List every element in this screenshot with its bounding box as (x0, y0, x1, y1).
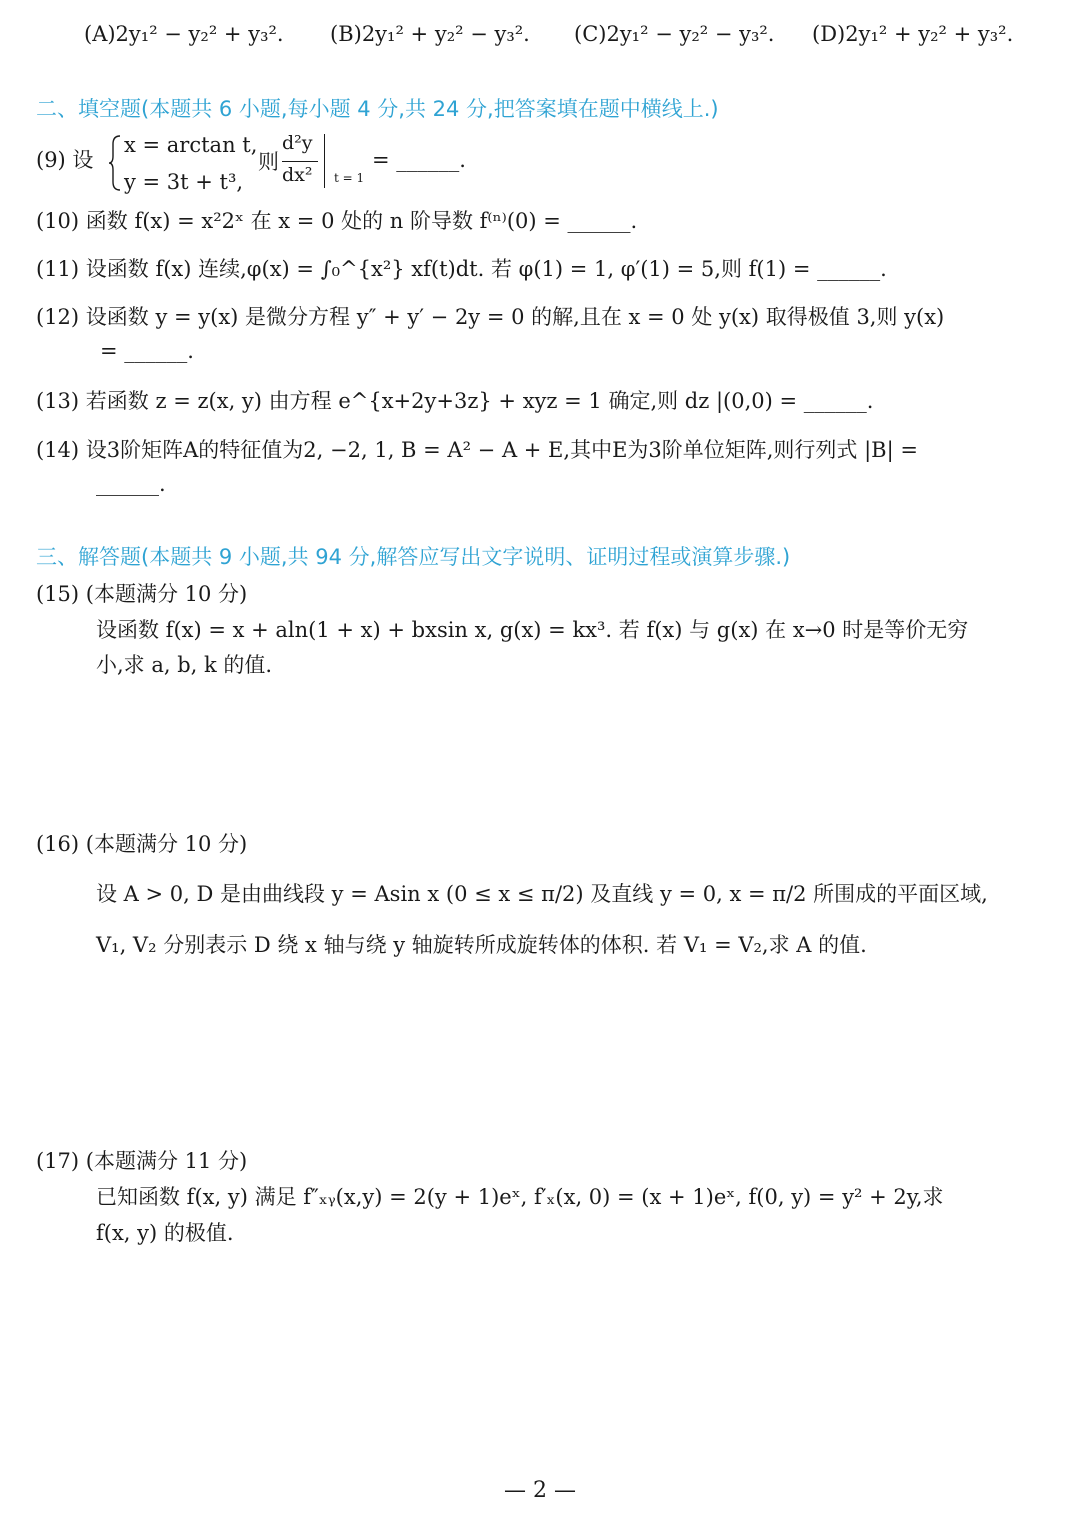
section-2-heading: 二、填空题(本题共 6 小题,每小题 4 分,共 24 分,把答案填在题中横线上.) (36, 97, 719, 121)
section-3-heading: 三、解答题(本题共 9 小题,共 94 分,解答应写出文字说明、证明过程或演算步骤.) (36, 545, 791, 569)
q16-line1: 设 A > 0, D 是由曲线段 y = Asin x (0 ≤ x ≤ π/2) 及直线 y = 0, x = π/2 所围成的平面区域, (96, 882, 988, 906)
q9-answer-blank: = ______. (372, 148, 466, 172)
q9-system-line2: y = 3t + t³, (124, 170, 244, 194)
option-c: (C)2y₁² − y₂² − y₃². (574, 22, 775, 46)
q9-then: 则 (258, 150, 279, 174)
q12-line1: (12) 设函数 y = y(x) 是微分方程 y″ + y′ − 2y = 0 的解,且在 x = 0 处 y(x) 取得极值 3,则 y(x) (36, 305, 945, 329)
q17-title: (17) (本题满分 11 分) (36, 1149, 248, 1173)
q15-line2: 小,求 a, b, k 的值. (96, 653, 273, 677)
q14-line2: ______. (96, 472, 166, 496)
q15-title: (15) (本题满分 10 分) (36, 582, 248, 606)
q9-eval-bar (324, 134, 325, 188)
page-number: — 2 — (504, 1478, 576, 1503)
q9-eval-at: t = 1 (334, 171, 365, 185)
q16-title: (16) (本题满分 10 分) (36, 832, 248, 856)
q11: (11) 设函数 f(x) 连续,φ(x) = ∫₀^{x²} xf(t)dt. 若 φ(1) = 1, φ′(1) = 5,则 f(1) = ______. (36, 257, 887, 281)
q12-line2: = ______. (100, 339, 194, 363)
q9-system-line1: x = arctan t, (124, 133, 258, 157)
q9-label: (9) 设 (36, 148, 94, 172)
q17-line1: 已知函数 f(x, y) 满足 f″ₓᵧ(x,y) = 2(y + 1)eˣ, f′ₓ(x, 0) = (x + 1)eˣ, f(0, y) = y² + 2y,求 (96, 1185, 944, 1209)
option-a: (A)2y₁² − y₂² + y₃². (84, 22, 284, 46)
q15-line1: 设函数 f(x) = x + aln(1 + x) + bxsin x, g(x) = kx³. 若 f(x) 与 g(x) 在 x→0 时是等价无穷 (96, 618, 969, 642)
q9-denominator: dx² (282, 164, 313, 186)
option-b: (B)2y₁² + y₂² − y₃². (330, 22, 530, 46)
q14-line1: (14) 设3阶矩阵A的特征值为2, −2, 1, B = A² − A + E,其中E为3阶单位矩阵,则行列式 |B| = (36, 438, 918, 462)
q10: (10) 函数 f(x) = x²2ˣ 在 x = 0 处的 n 阶导数 f⁽ⁿ⁾(0) = ______. (36, 209, 638, 233)
q16-line2: V₁, V₂ 分别表示 D 绕 x 轴与绕 y 轴旋转所成旋转体的体积. 若 V₁ = V₂,求 A 的值. (96, 933, 867, 957)
q9-brace-icon (108, 134, 122, 192)
q9-fraction-bar (282, 161, 318, 162)
q17-line2: f(x, y) 的极值. (96, 1221, 234, 1245)
q9-numerator: d²y (282, 132, 313, 154)
q13: (13) 若函数 z = z(x, y) 由方程 e^{x+2y+3z} + xyz = 1 确定,则 dz |(0,0) = ______. (36, 389, 874, 413)
option-d: (D)2y₁² + y₂² + y₃². (812, 22, 1014, 46)
